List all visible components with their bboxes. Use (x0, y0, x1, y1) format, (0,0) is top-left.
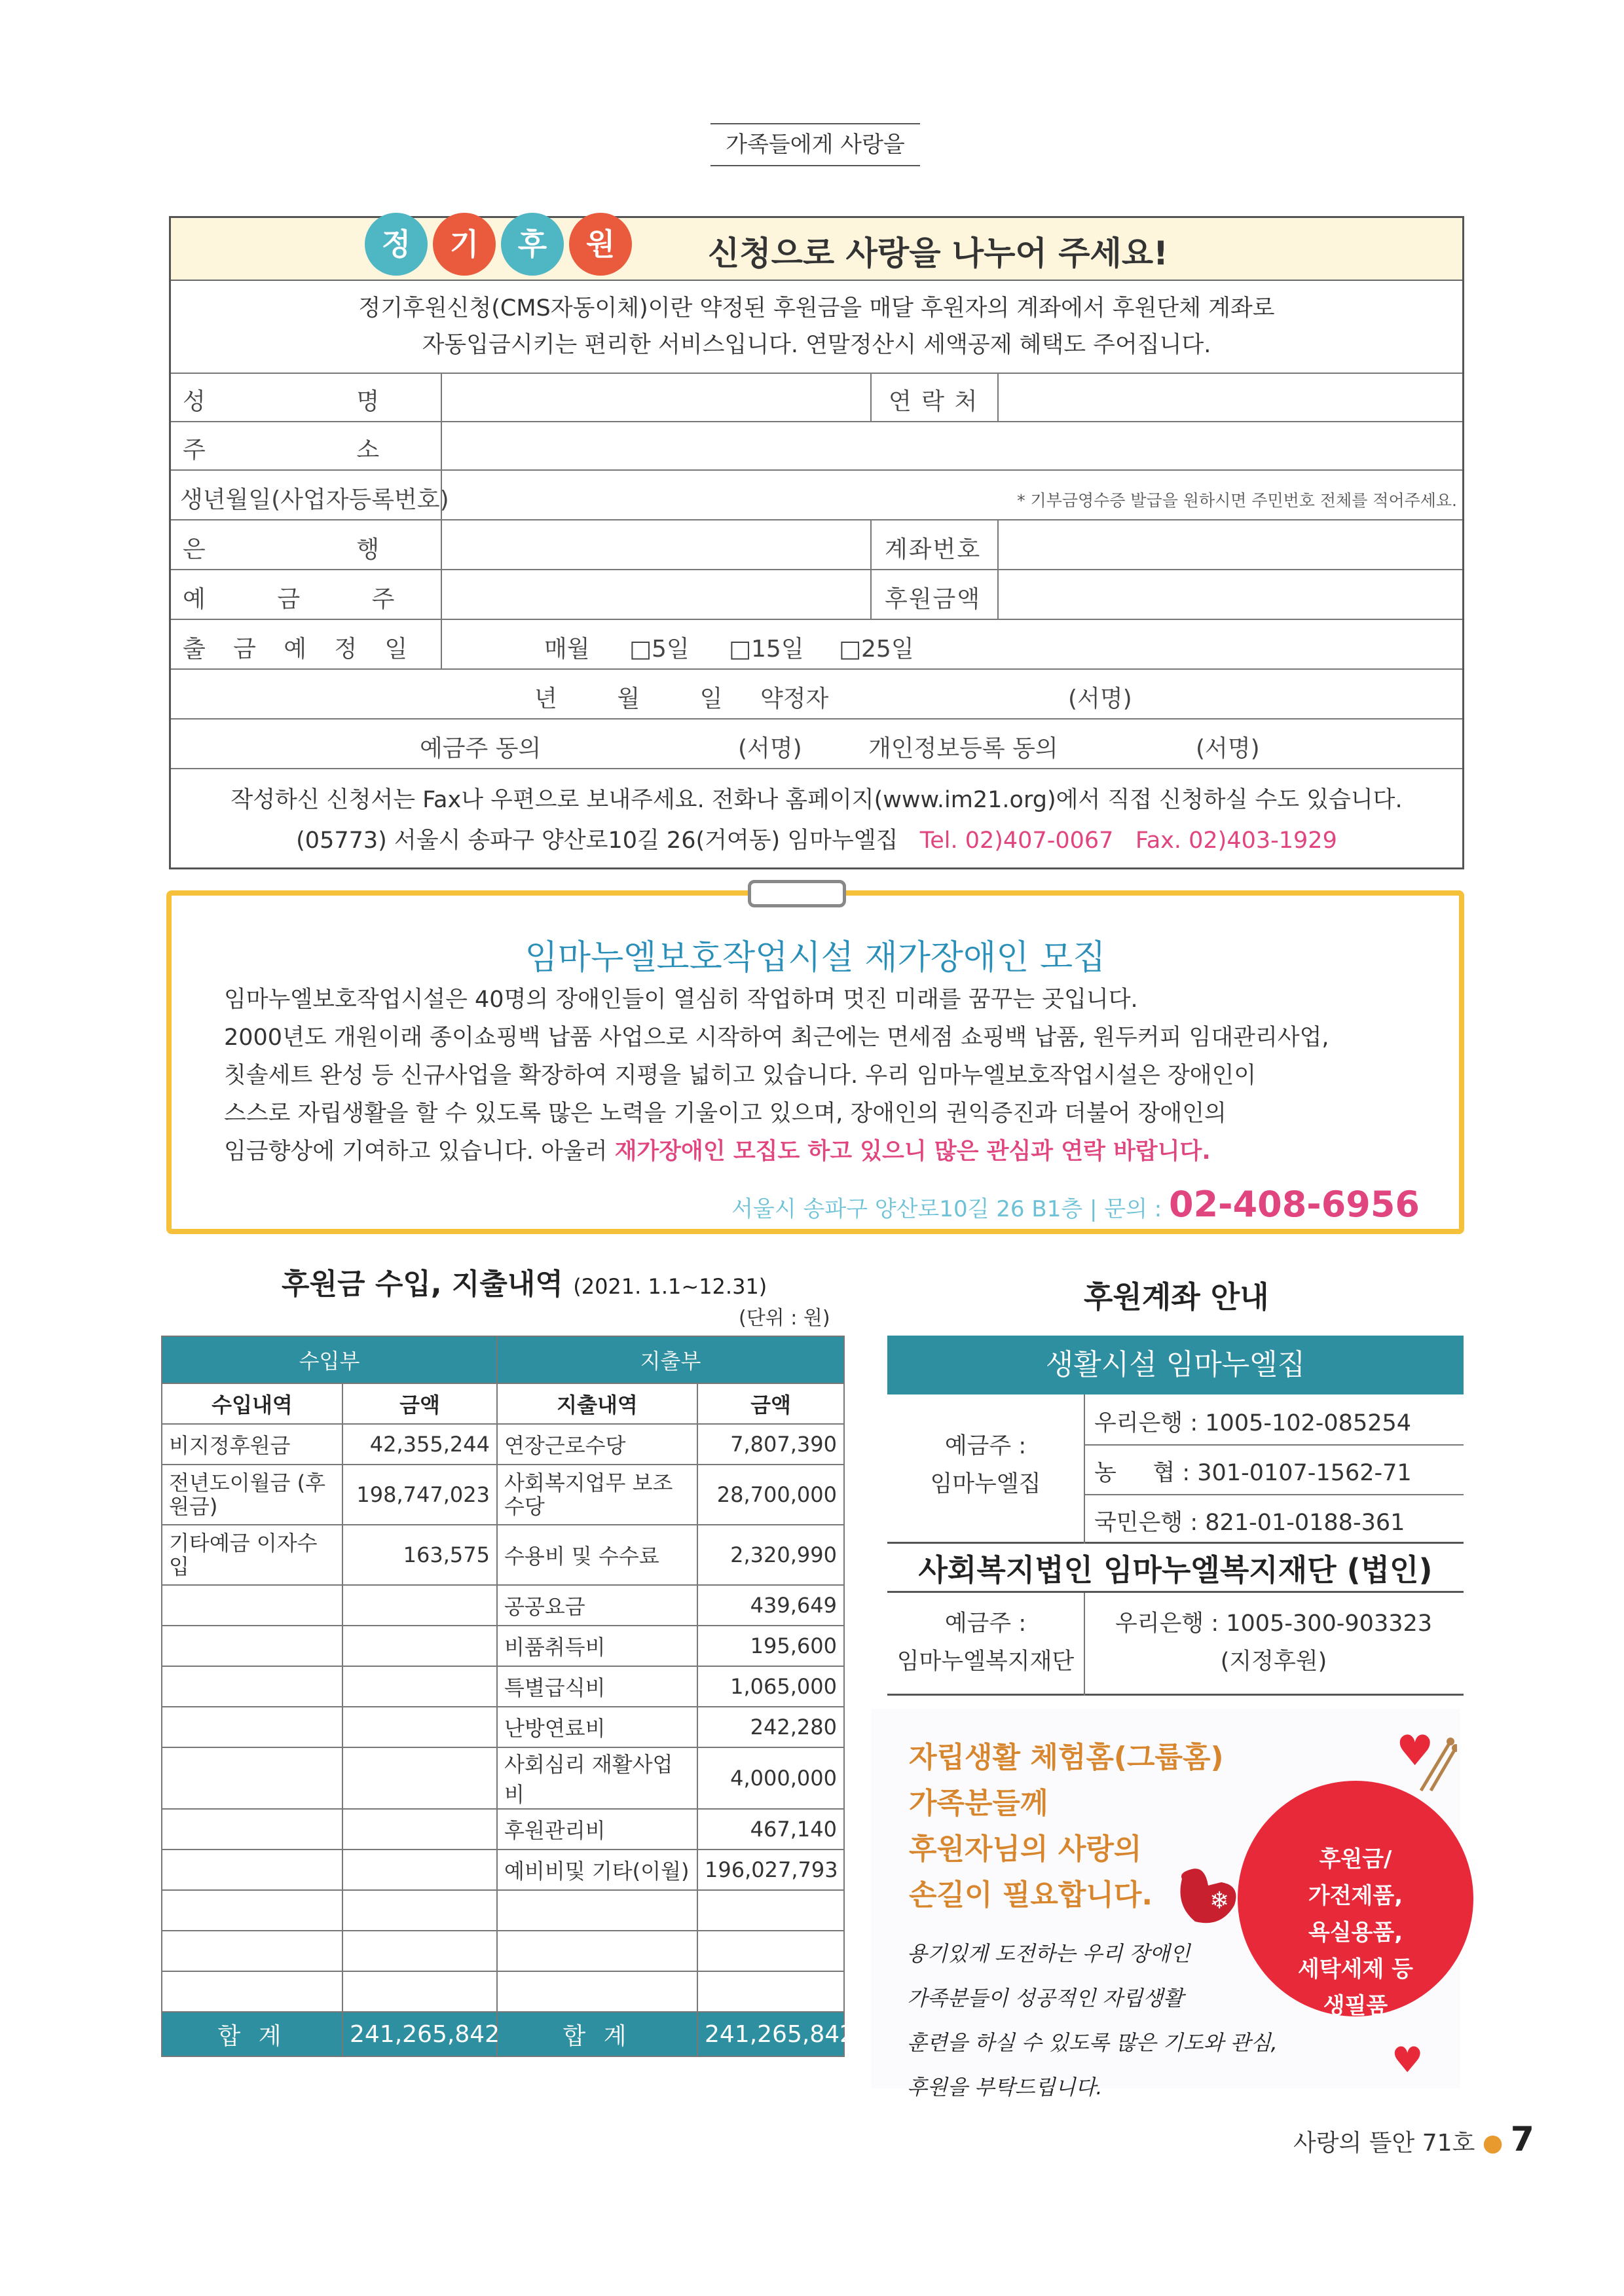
label-name: 성 명 (183, 388, 381, 415)
checkbox-5[interactable]: □5일 (629, 636, 690, 663)
contact-field[interactable] (1003, 378, 1454, 418)
finance-period: (2021. 1.1~12.31) (573, 1274, 767, 1299)
divider (870, 520, 872, 570)
divider (997, 374, 999, 422)
withdraw-monthly: 매월 (544, 636, 590, 663)
promo-body (907, 1931, 1278, 2109)
empty-cell (162, 1850, 342, 1890)
divider (441, 520, 442, 570)
facility-accounts (887, 1394, 1464, 1544)
label-depositor: 예 금 주 (183, 586, 396, 613)
bank-woori-2: 우리은행 : 1005-300-903323 (1115, 1611, 1433, 1637)
privacy-consent: 개인정보등록 동의 (868, 735, 1058, 762)
donation-circle (1238, 1781, 1473, 2019)
page-footer (1293, 2120, 1534, 2159)
expense-amount: 4,000,000 (697, 1747, 844, 1809)
foundation-title: 사회복지법인 임마누엘복지재단 (법인) (918, 1552, 1433, 1588)
footer-line-2 (171, 820, 1462, 861)
table-row (162, 1465, 844, 1525)
accounts-title: 후원계좌 안내 (1084, 1279, 1269, 1315)
empty-cell (342, 1666, 497, 1707)
divider (997, 570, 999, 620)
finance-table (161, 1336, 855, 2057)
divider (997, 520, 999, 570)
recruit-line-5-plain: 임금향상에 기여하고 있습니다. 아울러 (224, 1139, 615, 1165)
empty-cell (162, 1890, 342, 1931)
empty-cell (162, 1626, 342, 1666)
income-total: 241,265,842 (342, 2012, 497, 2056)
checkbox-15[interactable]: □15일 (729, 636, 804, 663)
col-expense-item: 지출내역 (497, 1383, 697, 1424)
promo-body-2: 가족분들이 성공적인 자립생활 (907, 1986, 1184, 2011)
income-amount: 42,355,244 (342, 1424, 497, 1465)
circle-line-3: 욕실용품, (1308, 1920, 1403, 1946)
section-label: 가족들에게 사랑을 (710, 123, 920, 166)
divider (870, 570, 872, 620)
divider (441, 422, 442, 471)
table-row (162, 1585, 844, 1626)
foundation-accounts (887, 1591, 1464, 1696)
table-row (162, 1931, 844, 1971)
expense-item: 난방연료비 (497, 1707, 697, 1747)
income-amount: 163,575 (342, 1525, 497, 1585)
finance-title (282, 1260, 767, 1302)
col-income-amount: 금액 (342, 1383, 497, 1424)
date-ymd: 년 월 일 (534, 685, 723, 712)
depositor-2-name: 임마누엘복지재단 (896, 1649, 1075, 1675)
form-header (171, 218, 1462, 281)
recruit-line-2: 2000년도 개원이래 종이쇼핑백 납품 사업으로 시작하여 최근에는 면세점 쇼핑백 납품, 원두커피 임대관리사업, (224, 1025, 1329, 1051)
expense-item: 비품취득비 (497, 1626, 697, 1666)
form-intro (171, 290, 1462, 363)
income-item: 비지정후원금 (162, 1424, 342, 1465)
row-birth (171, 469, 1462, 519)
expense-item: 예비비및 기타(이월) (497, 1850, 697, 1890)
address-field[interactable] (446, 426, 1454, 467)
income-item: 기타예금 이자수입 (162, 1525, 342, 1585)
divider (441, 570, 442, 620)
footer-fax: Fax. 02)403-1929 (1135, 828, 1337, 854)
empty-cell (342, 1747, 497, 1809)
expense-item: 수용비 및 수수료 (497, 1525, 697, 1585)
footer-lines (171, 780, 1462, 861)
expense-amount: 195,600 (697, 1626, 844, 1666)
mitten-icon (1169, 1859, 1247, 1931)
expense-total-label: 합 계 (497, 2012, 697, 2056)
expense-item: 후원관리비 (497, 1809, 697, 1850)
finance-title-text: 후원금 수입, 지출내역 (282, 1267, 563, 1301)
divider (441, 471, 442, 520)
svg-text:❄: ❄ (1209, 1887, 1230, 1914)
empty-cell (497, 1971, 697, 2012)
depositor-1-name: 임마누엘집 (930, 1471, 1041, 1497)
table-row (162, 1626, 844, 1666)
badge-won: 원 (569, 213, 632, 276)
recruit-contact-label: | 문의 : (1089, 1196, 1162, 1222)
promo-body-1: 용기있게 도전하는 우리 장애인 (907, 1941, 1190, 1966)
label-birth: 생년월일(사업자등록번호) (180, 486, 449, 513)
empty-cell (342, 1809, 497, 1850)
empty-cell (162, 1747, 342, 1809)
empty-cell (497, 1890, 697, 1931)
row-bank (171, 519, 1462, 569)
divider (1084, 1444, 1464, 1446)
divider (1084, 1394, 1085, 1544)
bullet-icon: ● (1482, 2130, 1504, 2157)
knitting-needles-icon (1418, 1735, 1457, 1794)
circle-line-2: 가전제품, (1308, 1883, 1403, 1909)
circle-text (1238, 1841, 1473, 2024)
empty-cell (162, 1971, 342, 2012)
circle-line-5: 생필품 (1323, 1993, 1388, 2019)
contractor-sign[interactable]: (서명) (1068, 685, 1132, 712)
divider (441, 620, 442, 670)
label-address: 주 소 (183, 437, 381, 464)
heart-icon: ♥ (1392, 2039, 1424, 2081)
recruit-body (224, 981, 1416, 1171)
intro-line-2: 자동입금시키는 편리한 서비스입니다. 연말정산시 세액공제 혜택도 주어집니다. (422, 332, 1211, 358)
income-total-label: 합 계 (162, 2012, 342, 2056)
promo-head-1: 자립생활 체험홈(그룹홈) (909, 1741, 1224, 1774)
foundation-bank (1084, 1605, 1464, 1681)
expense-amount: 439,649 (697, 1585, 844, 1626)
depositor-1 (887, 1427, 1084, 1503)
promo-head-2: 가족분들께 (909, 1787, 1048, 1820)
badge-jeong: 정 (365, 213, 428, 276)
empty-cell (162, 1931, 342, 1971)
recruit-contact (731, 1184, 1420, 1225)
divider (870, 374, 872, 422)
empty-cell (697, 1890, 844, 1931)
heart-icon: ♥ (1396, 1727, 1434, 1776)
checkbox-25[interactable]: □25일 (839, 636, 914, 663)
expense-amount: 1,065,000 (697, 1666, 844, 1707)
depositor-2 (887, 1605, 1084, 1681)
divider (441, 374, 442, 422)
row-consent (171, 718, 1462, 768)
sponsorship-form (169, 216, 1464, 869)
table-row (162, 1809, 844, 1850)
bank-woori-1: 우리은행 : 1005-102-085254 (1094, 1410, 1412, 1436)
col-expense-amount: 금액 (697, 1383, 844, 1424)
group-home-promo (871, 1709, 1460, 2100)
expense-item: 공공요금 (497, 1585, 697, 1626)
expense-item: 사회복지업무 보조수당 (497, 1465, 697, 1525)
clip-icon (748, 880, 846, 907)
bank-field[interactable] (446, 524, 865, 566)
label-withdraw: 출 금 예 정 일 (183, 636, 409, 663)
finance-unit: (단위 : 원) (739, 1307, 830, 1330)
account-no-field[interactable] (1003, 524, 1454, 566)
empty-cell (342, 1626, 497, 1666)
expense-item: 연장근로수당 (497, 1424, 697, 1465)
form-title: 신청으로 사랑을 나누어 주세요! (708, 234, 1168, 272)
amount-field[interactable] (1003, 574, 1454, 616)
bank-woori-2-note: (지정후원) (1220, 1649, 1327, 1675)
row-date (171, 668, 1462, 718)
empty-cell (162, 1585, 342, 1626)
depositor-consent-sign[interactable]: (서명) (738, 735, 802, 762)
promo-body-4: 후원을 부탁드립니다. (907, 2075, 1103, 2100)
recruit-line-3: 칫솔세트 완성 등 신규사업을 확장하여 지평을 넓히고 있습니다. 우리 임마누엘보호작업시설은 장애인이 (224, 1063, 1257, 1089)
depositor-field[interactable] (446, 574, 865, 616)
promo-head-4: 손길이 필요합니다. (909, 1878, 1153, 1912)
divider (1084, 1494, 1464, 1495)
table-row (162, 1666, 844, 1707)
expense-amount: 467,140 (697, 1809, 844, 1850)
bank-kookmin: 국민은행 : 821-01-0188-361 (1094, 1510, 1405, 1536)
income-item: 전년도이월금 (후원금) (162, 1465, 342, 1525)
empty-cell (342, 1585, 497, 1626)
recruit-highlight: 재가장애인 모집도 하고 있으니 많은 관심과 연락 바랍니다. (614, 1139, 1211, 1165)
label-amount: 후원금액 (885, 586, 982, 613)
expense-amount: 242,280 (697, 1707, 844, 1747)
table-row (162, 1890, 844, 1931)
depositor-consent: 예금주 동의 (420, 735, 542, 762)
expense-amount: 28,700,000 (697, 1465, 844, 1525)
table-row (162, 1971, 844, 2012)
circle-line-4: 세탁세제 등 (1297, 1956, 1414, 1982)
footer-tel: Tel. 02)407-0067 (919, 828, 1114, 854)
empty-cell (162, 1809, 342, 1850)
expense-amount: 7,807,390 (697, 1424, 844, 1465)
table-row (162, 1850, 844, 1890)
recruit-address: 서울시 송파구 양산로10길 26 B1층 (731, 1196, 1083, 1222)
income-header: 수입부 (162, 1336, 497, 1383)
badge-hu: 후 (501, 213, 564, 276)
empty-cell (162, 1666, 342, 1707)
bank-nonghyup: 농 협 : 301-0107-1562-71 (1094, 1460, 1412, 1486)
facility-band: 생활시설 임마누엘집 (887, 1336, 1464, 1394)
table-row (162, 1747, 844, 1809)
recruit-line-1: 임마누엘보호작업시설은 40명의 장애인들이 열심히 작업하며 멋진 미래를 꿈꾸는 곳입니다. (224, 987, 1138, 1013)
row-address (171, 421, 1462, 469)
promo-head-3: 후원자님의 사랑의 (909, 1832, 1142, 1866)
expense-total: 241,265,842 (697, 2012, 844, 2056)
label-bank: 은 행 (183, 536, 381, 563)
empty-cell (342, 1850, 497, 1890)
col-income-item: 수입내역 (162, 1383, 342, 1424)
expense-item: 특별급식비 (497, 1666, 697, 1707)
empty-cell (162, 1707, 342, 1747)
row-withdraw (171, 619, 1462, 668)
page-number: 7 (1510, 2120, 1534, 2159)
table-row (162, 1525, 844, 1585)
recruit-phone[interactable]: 02-408-6956 (1169, 1184, 1420, 1225)
empty-cell (342, 1931, 497, 1971)
recruit-title: 임마누엘보호작업시설 재가장애인 모집 (525, 938, 1106, 977)
contractor-label: 약정자 (760, 685, 829, 712)
recruit-line-4: 스스로 자립생활을 할 수 있도록 많은 노력을 기울이고 있으며, 장애인의 권익증진과 더불어 장애인의 (224, 1101, 1227, 1127)
total-row (162, 2012, 844, 2056)
expense-amount: 196,027,793 (697, 1850, 844, 1890)
empty-cell (697, 1971, 844, 2012)
income-amount: 198,747,023 (342, 1465, 497, 1525)
recruit-line-5 (224, 1133, 1416, 1171)
label-contact: 연 락 처 (889, 388, 979, 415)
empty-cell (342, 1890, 497, 1931)
depositor-1-label: 예금주 : (944, 1433, 1027, 1459)
table-row (162, 1707, 844, 1747)
issue-label: 사랑의 뜰안 71호 (1293, 2130, 1475, 2157)
depositor-2-label: 예금주 : (944, 1611, 1027, 1637)
expense-header: 지출부 (497, 1336, 844, 1383)
expense-item: 사회심리 재활사업비 (497, 1747, 697, 1809)
privacy-consent-sign[interactable]: (서명) (1196, 735, 1260, 762)
empty-cell (342, 1707, 497, 1747)
empty-cell (342, 1971, 497, 2012)
footer-address: (05773) 서울시 송파구 양산로10길 26(거여동) 임마누엘집 (296, 828, 898, 854)
recruit-box (166, 890, 1464, 1234)
badge-gi: 기 (433, 213, 496, 276)
expense-amount: 2,320,990 (697, 1525, 844, 1585)
empty-cell (497, 1931, 697, 1971)
table-row (162, 1424, 844, 1465)
label-account-no: 계좌번호 (885, 536, 982, 563)
promo-body-3: 훈련을 하실 수 있도록 많은 기도와 관심, (907, 2030, 1278, 2055)
circle-line-1: 후원금/ (1319, 1846, 1392, 1872)
intro-line-1: 정기후원신청(CMS자동이체)이란 약정된 후원금을 매달 후원자의 계좌에서 후원단체 계좌로 (358, 295, 1275, 321)
row-depositor (171, 569, 1462, 619)
empty-cell (697, 1931, 844, 1971)
form-footer (171, 768, 1462, 867)
birth-note: * 기부금영수증 발급을 원하시면 주민번호 전체를 적어주세요. (1017, 491, 1457, 510)
row-name (171, 373, 1462, 421)
footer-line-1: 작성하신 신청서는 Fax나 우편으로 보내주세요. 전화나 홈페이지(www.im21.org)에서 직접 신청하실 수도 있습니다. (231, 787, 1403, 813)
